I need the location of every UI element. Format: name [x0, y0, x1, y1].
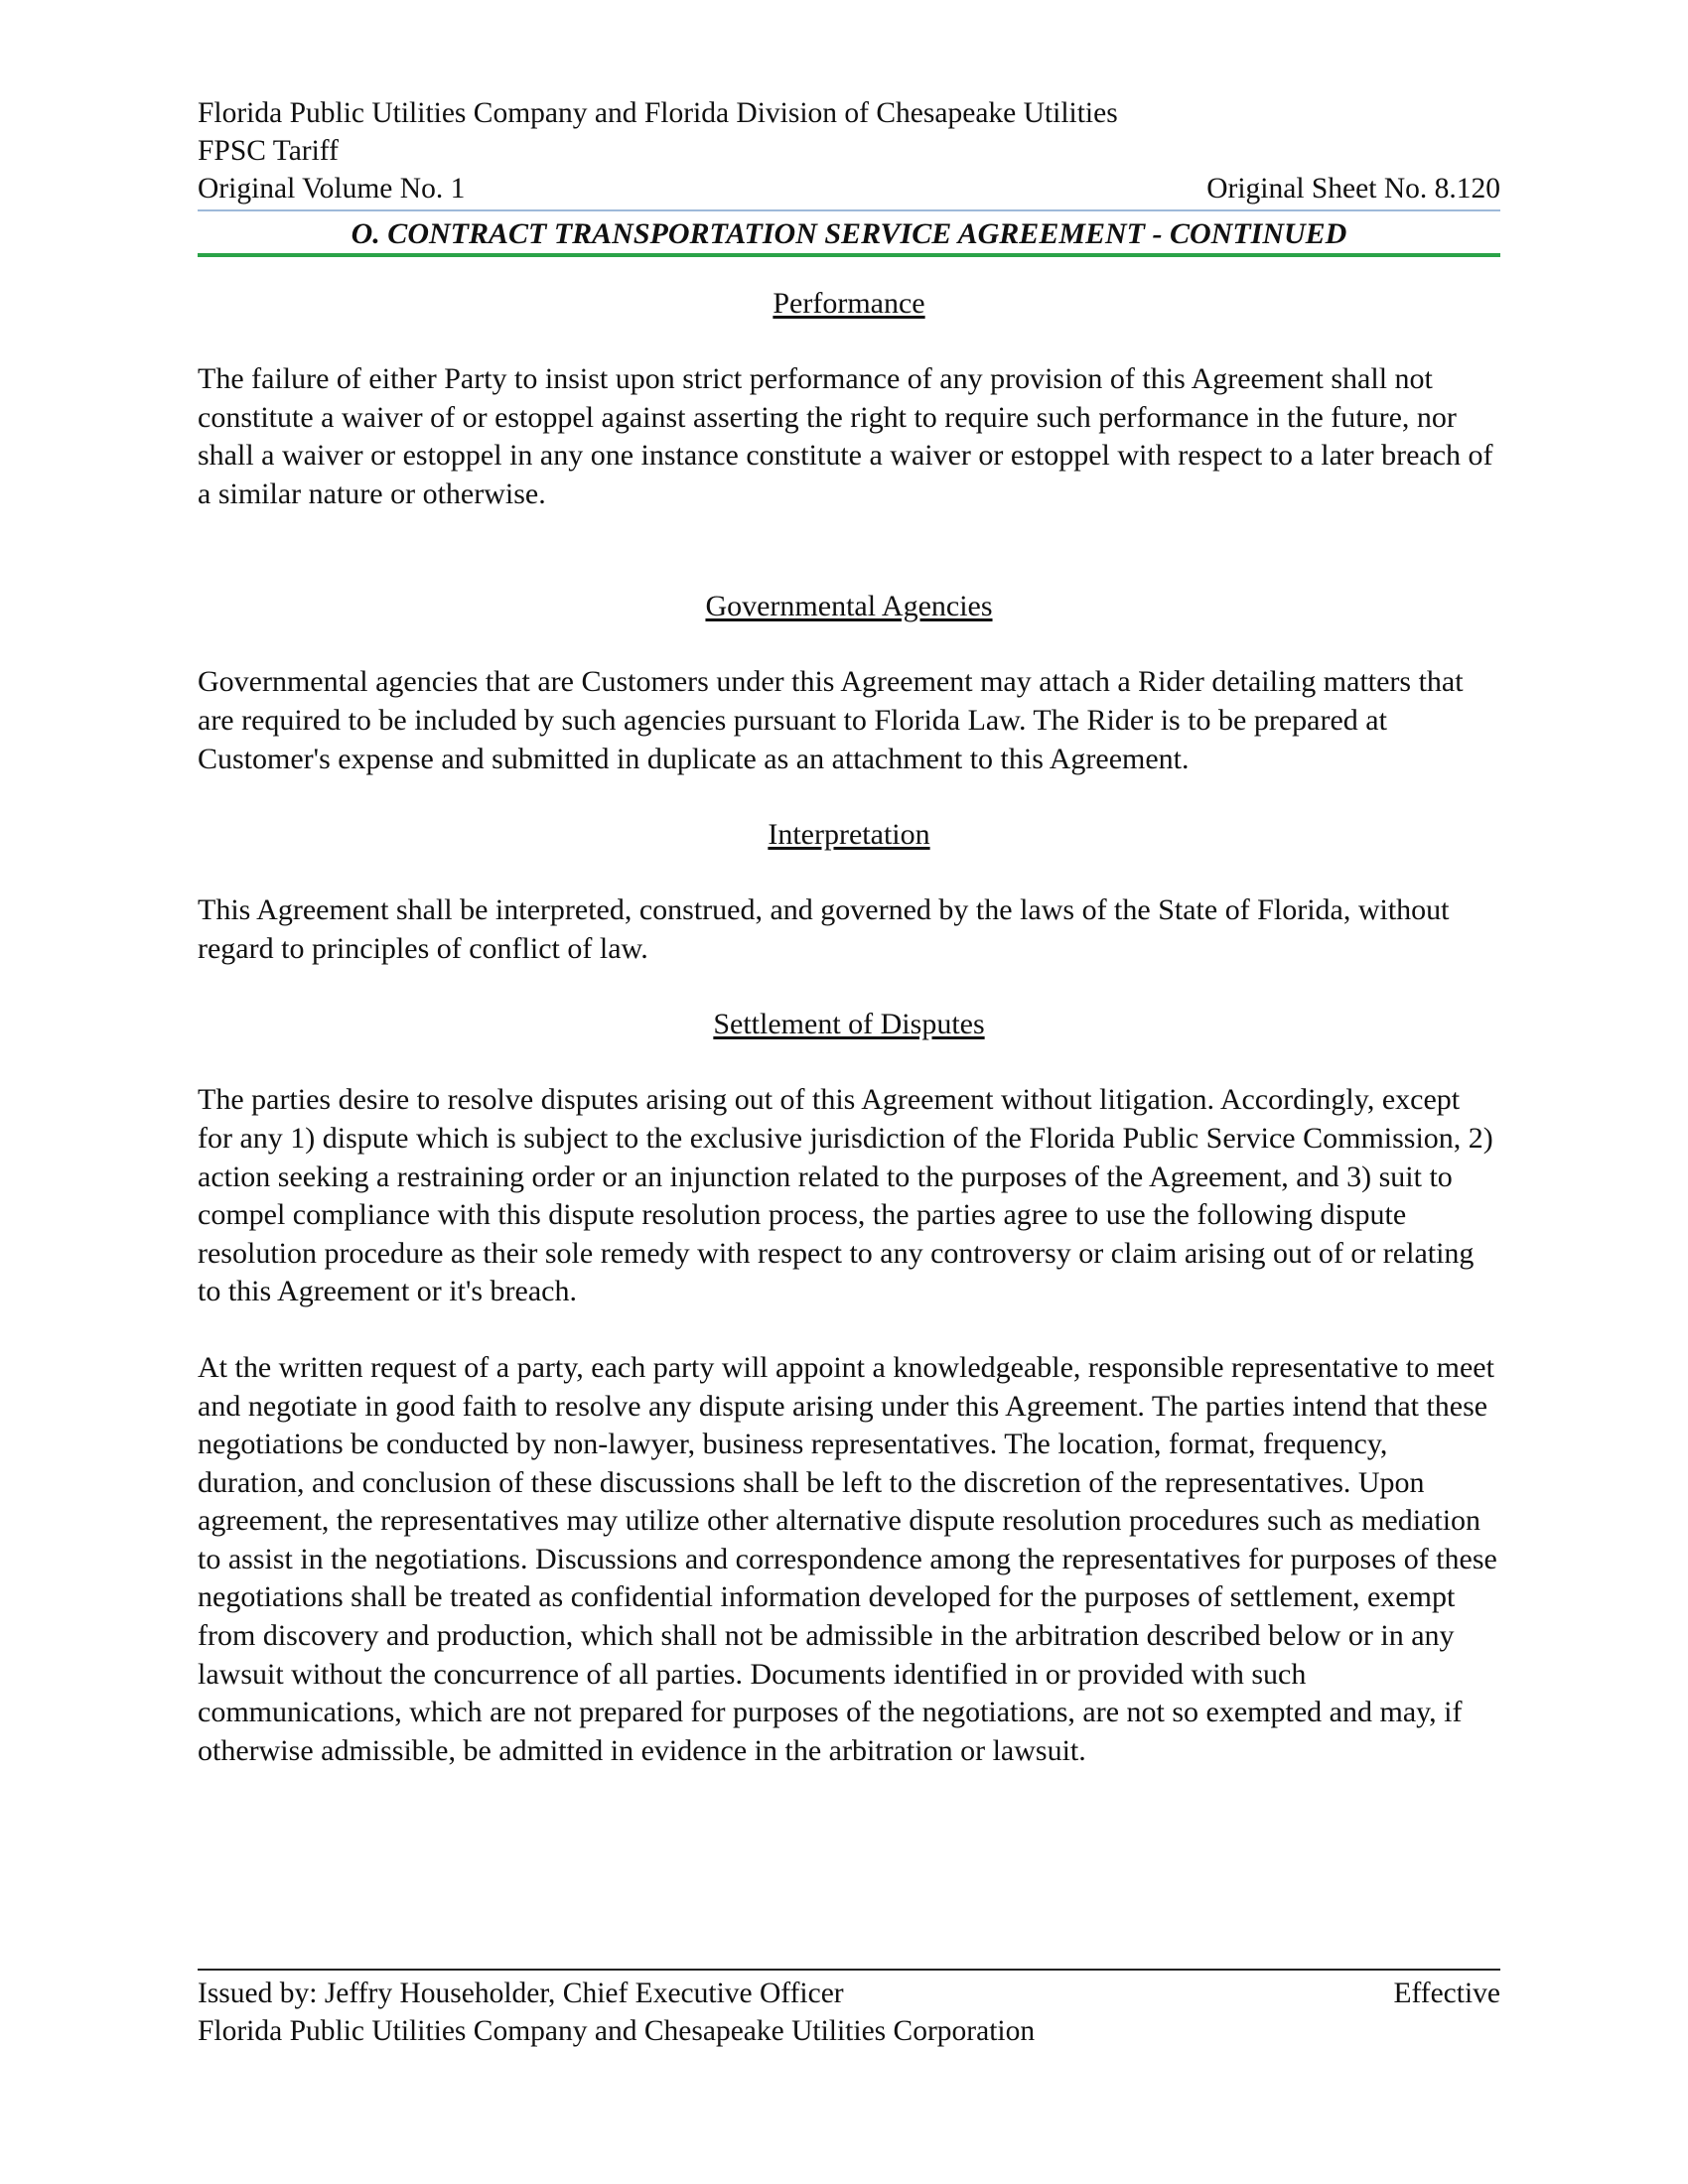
header-sheet-number: Original Sheet No. 8.120	[1206, 173, 1500, 205]
header-volume: Original Volume No. 1	[198, 173, 466, 205]
footer-effective: Effective	[1393, 1978, 1500, 2009]
heading-governmental-agencies: Governmental Agencies	[705, 590, 993, 623]
tariff-page	[198, 94, 1500, 1770]
section-title: O. CONTRACT TRANSPORTATION SERVICE AGREEMENT - CONTINUED	[351, 217, 1347, 250]
footer-issued-row	[198, 1975, 1500, 2012]
header-divider-green	[198, 253, 1500, 257]
paragraph-governmental-agencies: Governmental agencies that are Customers under this Agreement may attach a Rider detailing matters that are required to be included by such agencies pursuant to Florida Law. The Rider is to be prepared at Customer's expense and submitted in duplicate as an attachment to this Agreement.	[198, 665, 1464, 775]
heading-settlement-of-disputes: Settlement of Disputes	[713, 1008, 985, 1041]
header-divider-blue	[198, 209, 1500, 211]
header-volume-row	[198, 170, 1500, 207]
paragraph-performance: The failure of either Party to insist upon strict performance of any provision of this Agreement shall not constitute a waiver of or estoppel against asserting the right to require such performance in the future, nor shall a waiver or estoppel in any one instance constitute a waiver or estoppel with respect to a later breach of a similar nature or otherwise.	[198, 362, 1493, 510]
footer-divider	[198, 1969, 1500, 1971]
paragraph-settlement-1: The parties desire to resolve disputes arising out of this Agreement without litigation. Accordingly, except for any 1) dispute which is subject to the exclusive jurisdiction of the Florida Public Service Commission, 2) action seeking a restraining order or an injunction related to the purposes of the Agreement, and 3) suit to compel compliance with this dispute resolution process, the parties agree to use the following dispute resolution procedure as their sole remedy with respect to any controversy or claim arising out of or relating to this Agreement or it's breach.	[198, 1083, 1493, 1308]
page-footer	[198, 1969, 1500, 2050]
heading-performance: Performance	[773, 287, 925, 320]
footer-issued-by: Issued by: Jeffry Householder, Chief Executive Officer	[198, 1978, 844, 2009]
footer-company: Florida Public Utilities Company and Chesapeake Utilities Corporation	[198, 2015, 1036, 2047]
paragraph-interpretation: This Agreement shall be interpreted, construed, and governed by the laws of the State of Florida, without regard to principles of conflict of law.	[198, 893, 1450, 965]
header-tariff-line: FPSC Tariff	[198, 135, 339, 167]
header-company-line: Florida Public Utilities Company and Florida Division of Chesapeake Utilities	[198, 97, 1118, 129]
paragraph-settlement-2: At the written request of a party, each party will appoint a knowledgeable, responsible representative to meet and negotiate in good faith to resolve any dispute arising under this Agreement. The parties intend that these negotiations be conducted by non-lawyer, business representatives. The location, format, frequency, duration, and conclusion of these discussions shall be left to the discretion of the representatives. Upon agreement, the representatives may utilize other alternative dispute resolution procedures such as mediation to assist in the negotiations. Discussions and correspondence among the representatives for purposes of these negotiations shall be treated as confidential information developed for the purposes of settlement, exempt from discovery and production, which shall not be admissible in the arbitration described below or in any lawsuit without the concurrence of all parties. Documents identified in or provided with such communications, which are not prepared for purposes of the negotiations, are not so exempted and may, if otherwise admissible, be admitted in evidence in the arbitration or lawsuit.	[198, 1350, 1497, 1767]
heading-interpretation: Interpretation	[768, 818, 930, 852]
